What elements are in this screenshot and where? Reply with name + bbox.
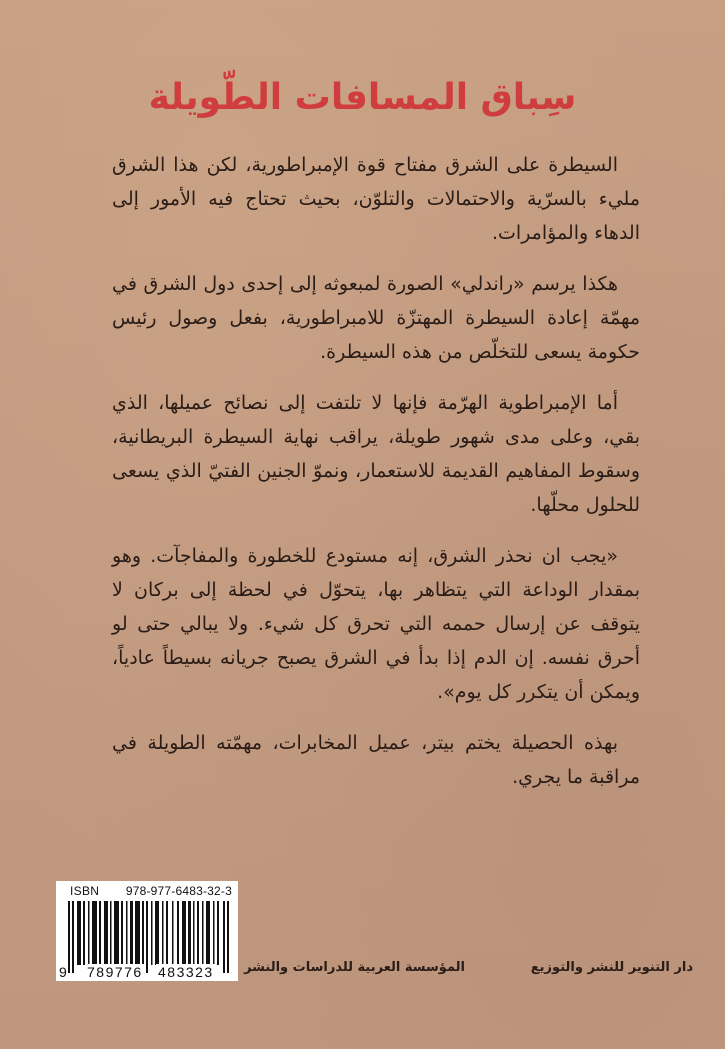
- blurb-paragraph: أما الإمبراطوية الهرّمة فإنها لا تلتفت إلى نصائح عميلها، الذي بقي، وعلى مدى شهور طويلة، يراقب نهاية السيطرة البريطانية، وسقوط المفاهيم القديمة للاستعمار، ونموّ الجنين الفتيّ الذي يسعى للحلول محلّها.: [112, 392, 640, 516]
- publisher-name: دار التنوير للنشر والتوزيع: [530, 960, 693, 975]
- publisher-name: المؤسسة العربية للدراسات والنشر: [244, 960, 465, 975]
- barcode-bars-icon: [68, 901, 234, 973]
- barcode-lead-digit: 9: [59, 964, 67, 980]
- barcode-right-digits: 483323: [158, 964, 214, 980]
- blurb-paragraph: بهذه الحصيلة يختم بيتر، عميل المخابرات، مهمّته الطويلة في مراقبة ما يجري.: [112, 732, 640, 788]
- isbn-label: ISBN: [70, 884, 100, 898]
- barcode-left-digits: 789776: [87, 964, 143, 980]
- blurb-text: [112, 148, 640, 811]
- isbn-barcode: [56, 881, 238, 981]
- book-title: سِباق المسافات الطّويلة: [148, 77, 577, 118]
- isbn-number: 978-977-6483-32-3: [125, 884, 232, 898]
- blurb-paragraph: هكذا يرسم «راندلي» الصورة لمبعوثه إلى إحدى دول الشرق في مهمّة إعادة السيطرة المهتزّة للامبراطورية، بفعل وصول رئيس حكومة يسعى للتخلّص من هذه السيطرة.: [112, 273, 640, 363]
- blurb-paragraph: «يجب ان نحذر الشرق، إنه مستودع للخطورة والمفاجآت. وهو بمقدار الوداعة التي يتظاهر بها، يتحوّل في لحظة إلى بركان لا يتوقف عن إرسال حممه التي تحرق كل شيء. ولا يبالي حتى لو أحرق نفسه. إن الدم إذا بدأ في الشرق يصبح جريانه بسيطاً عادياً، ويمكن أن يتكرر كل يوم».: [112, 545, 640, 703]
- blurb-paragraph: السيطرة على الشرق مفتاح قوة الإمبراطورية، لكن هذا الشرق مليء بالسرّية والاحتمالات والتلوّن، بحيث تحتاج فيه الأمور إلى الدهاء والمؤامرات.: [112, 154, 640, 244]
